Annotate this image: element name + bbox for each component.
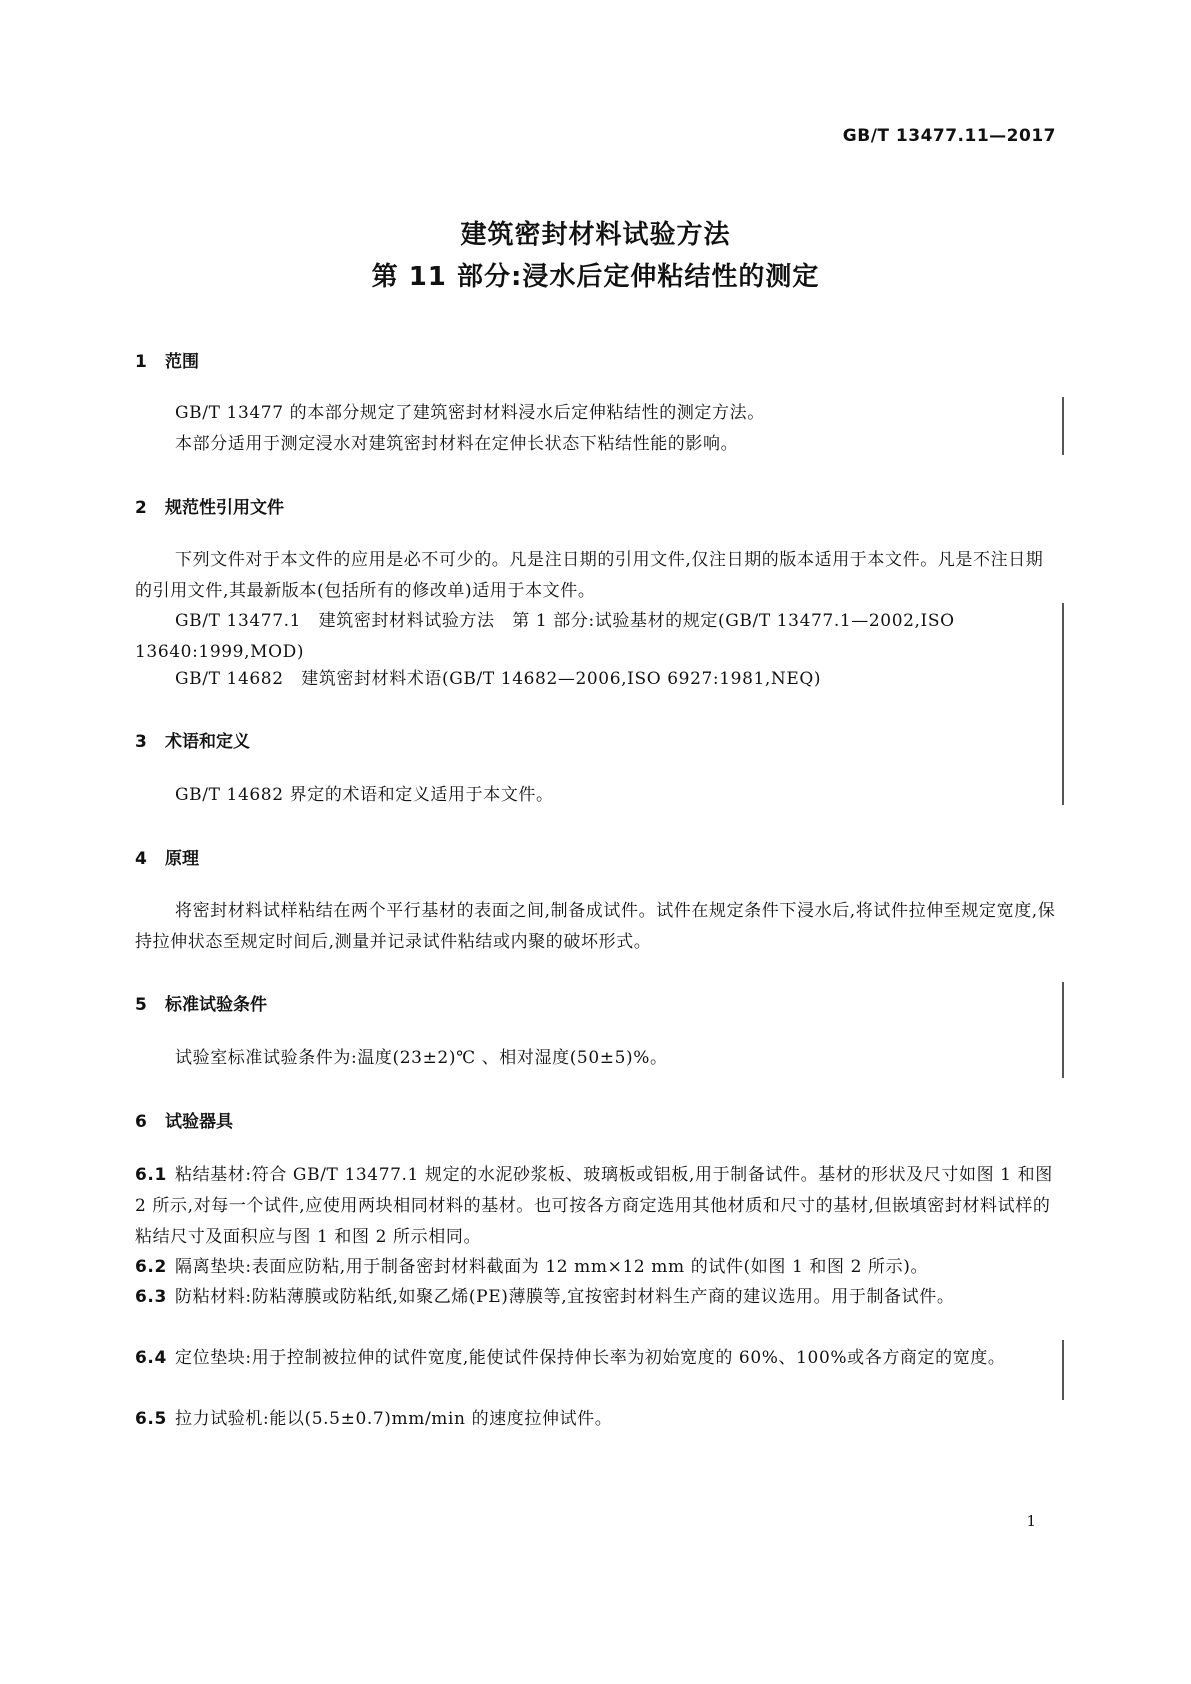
- section-3-heading: [135, 727, 250, 752]
- clause-number: 6.2: [135, 1257, 167, 1277]
- section-4-heading: [135, 844, 199, 869]
- section-number: 1: [135, 352, 147, 372]
- change-bar: [1062, 982, 1064, 1078]
- section-title: 原理: [165, 849, 199, 869]
- page-number: 1: [1026, 1512, 1036, 1530]
- section-5-para-1: 试验室标准试验条件为:温度(23±2)℃ 、相对湿度(50±5)%。: [175, 1048, 668, 1068]
- section-1-heading: [135, 347, 199, 372]
- clause-text: 拉力试验机:能以(5.5±0.7)mm/min 的速度拉伸试件。: [175, 1409, 613, 1429]
- clause-text: 定位垫块:用于控制被拉伸的试件宽度,能使试件保持伸长率为初始宽度的 60%、100%或各方商定的宽度。: [175, 1348, 1006, 1368]
- clause-number: 6.3: [135, 1287, 167, 1307]
- standard-number: GB/T 13477.11—2017: [842, 126, 1056, 146]
- clause-6-2: [135, 1252, 1060, 1283]
- section-5-heading: [135, 990, 267, 1015]
- document-title-line1: 建筑密封材料试验方法: [460, 220, 731, 250]
- section-title: 规范性引用文件: [165, 498, 284, 518]
- change-bar: [1062, 397, 1064, 455]
- section-number: 2: [135, 498, 147, 518]
- clause-6-1: [135, 1160, 1060, 1253]
- clause-6-3: [135, 1282, 1060, 1313]
- clause-number: 6.1: [135, 1165, 167, 1185]
- clause-text: 粘结基材:符合 GB/T 13477.1 规定的水泥砂浆板、玻璃板或铝板,用于制备试件。基材的形状及尺寸如图 1 和图 2 所示,对每一个试件,应使用两块相同材料的基材。也可按各方商定选用其他材质和尺寸的基材,但嵌填密封材料试样的粘结尺寸及面积应与图 1 和图 2 所示相同。: [135, 1165, 1053, 1247]
- section-3-para-1: GB/T 14682 界定的术语和定义适用于本文件。: [175, 785, 554, 805]
- section-2-heading: [135, 493, 284, 518]
- clause-number: 6.4: [135, 1348, 167, 1368]
- clause-6-4: [135, 1343, 1060, 1374]
- section-1-para-2: 本部分适用于测定浸水对建筑密封材料在定伸长状态下粘结性能的影响。: [175, 434, 739, 454]
- change-bar: [1062, 603, 1064, 805]
- section-6-heading: [135, 1107, 233, 1132]
- normative-reference-1: GB/T 13477.1 建筑密封材料试验方法 第 1 部分:试验基材的规定(GB/T 13477.1—2002,ISO 13640:1999,MOD): [135, 611, 955, 662]
- section-1-para-1: GB/T 13477 的本部分规定了建筑密封材料浸水后定伸粘结性的测定方法。: [175, 403, 765, 423]
- normative-reference-2: GB/T 14682 建筑密封材料术语(GB/T 14682—2006,ISO 6927:1981,NEQ): [175, 669, 822, 689]
- section-4-para-1: 将密封材料试样粘结在两个平行基材的表面之间,制备成试件。试件在规定条件下浸水后,将试件拉伸至规定宽度,保持拉伸状态至规定时间后,测量并记录试件粘结或内聚的破坏形式。: [135, 901, 1056, 952]
- clause-text: 防粘材料:防粘薄膜或防粘纸,如聚乙烯(PE)薄膜等,宜按密封材料生产商的建议选用。用于制备试件。: [175, 1287, 955, 1307]
- clause-text: 隔离垫块:表面应防粘,用于制备密封材料截面为 12 mm×12 mm 的试件(如图 1 和图 2 所示)。: [175, 1257, 929, 1277]
- document-title-line2: 第 11 部分:浸水后定伸粘结性的测定: [371, 262, 820, 292]
- section-title: 范围: [165, 352, 199, 372]
- section-number: 6: [135, 1112, 147, 1132]
- section-title: 试验器具: [165, 1112, 233, 1132]
- clause-6-5: [135, 1404, 1060, 1435]
- change-bar: [1062, 1340, 1064, 1400]
- section-title: 标准试验条件: [165, 995, 267, 1015]
- section-number: 4: [135, 849, 147, 869]
- clause-number: 6.5: [135, 1409, 167, 1429]
- section-title: 术语和定义: [165, 732, 250, 752]
- section-2-para-1: 下列文件对于本文件的应用是必不可少的。凡是注日期的引用文件,仅注日期的版本适用于本文件。凡是不注日期的引用文件,其最新版本(包括所有的修改单)适用于本文件。: [135, 550, 1044, 601]
- section-number: 5: [135, 995, 147, 1015]
- section-number: 3: [135, 732, 147, 752]
